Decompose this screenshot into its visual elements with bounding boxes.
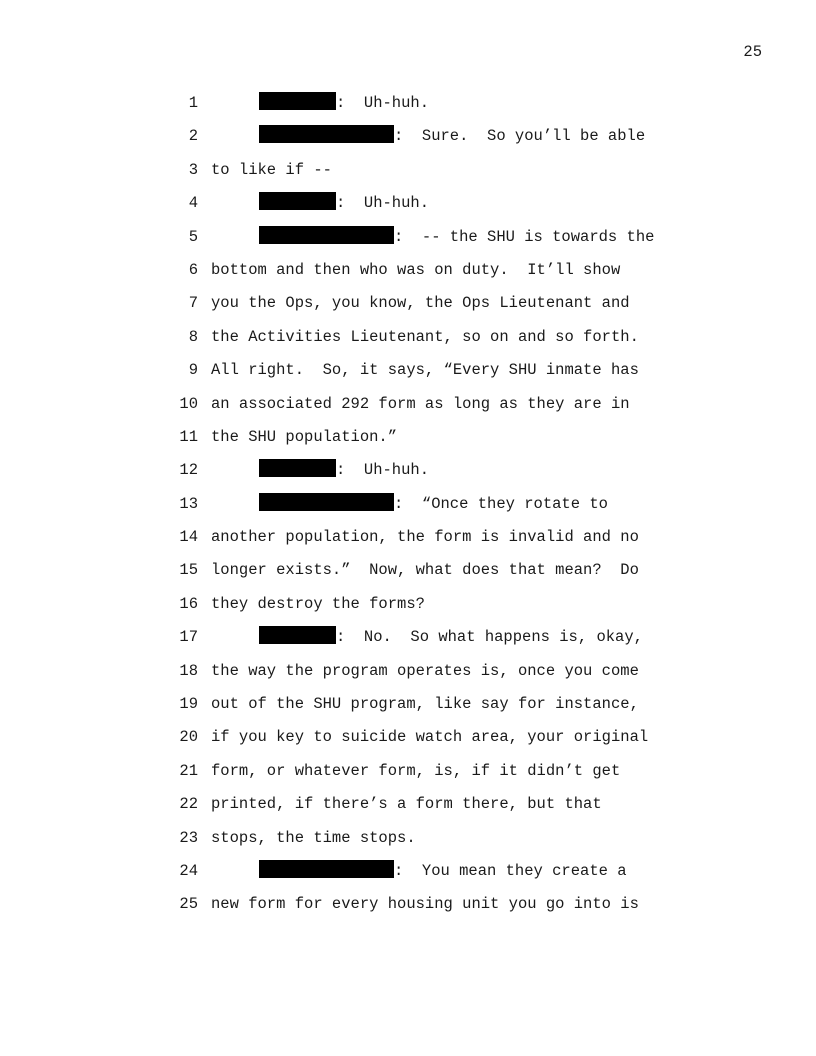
transcript-line [0,392,816,425]
transcript-line [0,291,816,324]
line-text-wrapper [211,525,639,550]
redacted-speaker-name [259,226,394,244]
line-number: 5 [188,227,198,246]
line-number: 14 [179,528,198,547]
line-text-wrapper [259,191,429,216]
line-text-wrapper [259,492,608,517]
line-text: longer exists.” Now, what does that mean? Do [211,561,639,580]
line-number: 15 [179,561,198,580]
line-text: : Uh-huh. [336,194,430,213]
transcript-body [0,91,816,926]
line-text-wrapper [211,258,620,283]
transcript-line [0,258,816,291]
line-text: form, or whatever form, is, if it didn’t get [211,761,621,780]
line-text: : Sure. So you’ll be able [394,127,646,146]
page-number: 25 [743,43,762,61]
line-text: bottom and then who was on duty. It’ll show [211,260,621,279]
line-text: new form for every housing unit you go into is [211,895,639,914]
line-number: 4 [188,194,198,213]
redacted-speaker-name [259,192,336,210]
line-text-wrapper [211,592,425,617]
line-text-wrapper [211,826,416,851]
line-number: 25 [179,895,198,914]
line-text-wrapper [211,759,620,784]
line-text: : Uh-huh. [336,461,430,480]
line-text: : You mean they create a [394,861,627,880]
line-number: 24 [179,861,198,880]
line-number: 7 [188,294,198,313]
line-text-wrapper [211,291,630,316]
line-number: 8 [188,327,198,346]
line-number: 1 [188,94,198,112]
line-number: 6 [188,260,198,279]
line-text: out of the SHU program, like say for instance, [211,695,639,714]
line-text-wrapper [259,91,429,116]
transcript-line [0,225,816,258]
line-text: they destroy the forms? [211,594,425,613]
line-text-wrapper [211,725,648,750]
line-text: an associated 292 form as long as they are in [211,394,630,413]
line-text-wrapper [211,425,397,450]
line-text-wrapper [259,625,643,650]
line-text-wrapper [259,124,645,149]
transcript-line [0,124,816,157]
line-text: the Activities Lieutenant, so on and so forth. [211,327,639,346]
line-number: 2 [188,127,198,146]
line-text: another population, the form is invalid and no [211,528,639,547]
transcript-line [0,91,816,124]
line-text-wrapper [211,325,639,350]
line-number: 20 [179,728,198,747]
redacted-speaker-name [259,626,336,644]
line-text: the SHU population.” [211,427,398,446]
redacted-speaker-name [259,125,394,143]
line-number: 10 [179,394,198,413]
transcript-line [0,692,816,725]
line-text-wrapper [211,158,332,183]
transcript-line [0,792,816,825]
transcript-line [0,759,816,792]
line-text-wrapper [211,659,639,684]
line-number: 17 [179,628,198,647]
line-number: 12 [179,461,198,480]
line-text: you the Ops, you know, the Ops Lieutenant and [211,294,630,313]
line-text: the way the program operates is, once you come [211,661,639,680]
line-text-wrapper [259,225,654,250]
line-text: : No. So what happens is, okay, [336,628,643,647]
transcript-line [0,525,816,558]
line-number: 16 [179,594,198,613]
line-text: if you key to suicide watch area, your original [211,728,649,747]
transcript-line [0,592,816,625]
redacted-speaker-name [259,493,394,511]
transcript-line [0,558,816,591]
transcript-line [0,325,816,358]
redacted-speaker-name [259,459,336,477]
line-text-wrapper [211,792,602,817]
line-text: : “Once they rotate to [394,494,608,513]
line-text-wrapper [259,859,627,884]
line-number: 3 [188,160,198,179]
line-number: 19 [179,695,198,714]
line-number: 11 [179,427,198,446]
line-text-wrapper [259,458,429,483]
line-number: 22 [179,795,198,814]
line-text: stops, the time stops. [211,828,416,847]
transcript-line [0,191,816,224]
transcript-line [0,158,816,191]
line-text: All right. So, it says, “Every SHU inmate has [211,361,639,380]
transcript-line [0,725,816,758]
transcript-line [0,358,816,391]
line-number: 18 [179,661,198,680]
line-text: printed, if there’s a form there, but that [211,795,602,814]
line-text-wrapper [211,392,630,417]
transcript-line [0,892,816,925]
transcript-line [0,625,816,658]
line-text-wrapper [211,892,639,917]
line-text: to like if -- [211,160,332,179]
line-text: : Uh-huh. [336,94,430,112]
redacted-speaker-name [259,92,336,110]
transcript-line [0,859,816,892]
line-text-wrapper [211,558,639,583]
line-text-wrapper [211,358,639,383]
line-text-wrapper [211,692,639,717]
line-number: 9 [188,361,198,380]
transcript-line [0,659,816,692]
line-text: : -- the SHU is towards the [394,227,655,246]
line-number: 23 [179,828,198,847]
line-number: 13 [179,494,198,513]
transcript-line [0,425,816,458]
transcript-line [0,458,816,491]
redacted-speaker-name [259,860,394,878]
transcript-line [0,492,816,525]
transcript-line [0,826,816,859]
line-number: 21 [179,761,198,780]
